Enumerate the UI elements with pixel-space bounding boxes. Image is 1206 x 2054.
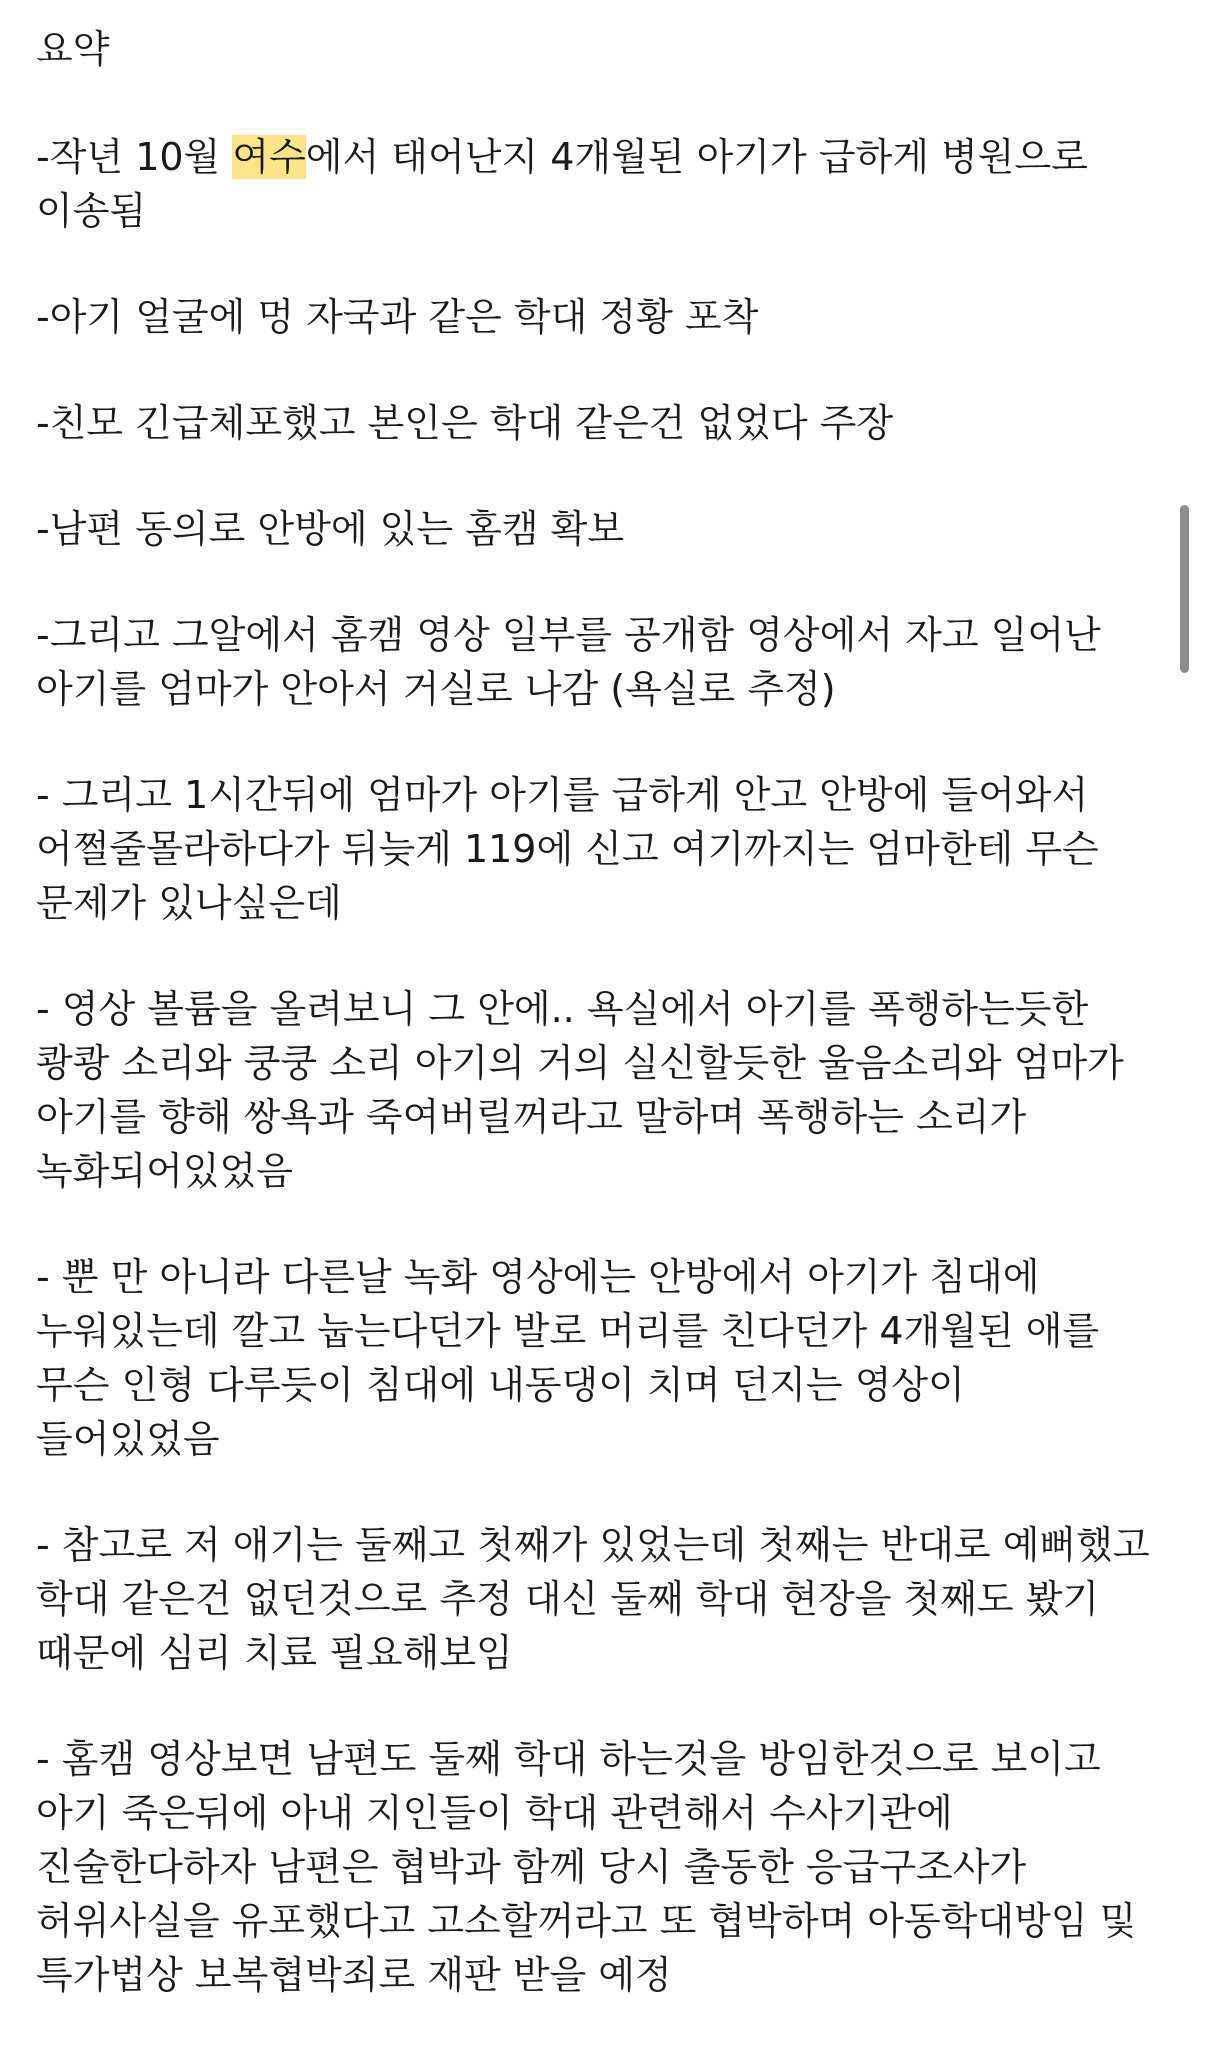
summary-item-4: -남편 동의로 안방에 있는 홈캠 확보 bbox=[36, 507, 625, 551]
summary-item-7: - 영상 볼륨을 올려보니 그 안에.. 욕실에서 아기를 폭행하는듯한 쾅쾅 소리와 쿵쿵 소리 아기의 거의 실신할듯한 울음소리와 엄마가 아기를 향해 쌍욕과 죽여버릴꺼라고 말하며 폭행하는 소리가 녹화되어있었음 bbox=[36, 987, 1124, 1193]
summary-item-8: - 뿐 만 아니라 다른날 녹화 영상에는 안방에서 아기가 침대에 누워있는데 깔고 눕는다던가 발로 머리를 친다던가 4개월된 애를 무슨 인형 다루듯이 침대에 내동댕이 치며 던지는 영상이 들어있었음 bbox=[36, 1255, 1100, 1461]
summary-item-3: -친모 긴급체포했고 본인은 학대 같은건 없었다 주장 bbox=[36, 401, 894, 445]
summary-item-10: - 홈캠 영상보면 남편도 둘째 학대 하는것을 방임한것으로 보이고 아기 죽은뒤에 아내 지인들이 학대 관련해서 수사기관에 진술한다하자 남편은 협박과 함께 당시 출동한 응급구조사가 허위사실을 유포했다고 고소할꺼라고 또 협박하며 아동학대방임 및 특가법상 보복협박죄로 재판 받을 예정 bbox=[36, 1737, 1137, 1997]
summary-item-1 bbox=[36, 130, 1156, 238]
summary-item-1-post: 에서 태어난지 4개월된 아기가 급하게 병원으로 이송됨 bbox=[36, 135, 1088, 233]
summary-item-5: -그리고 그알에서 홈캠 영상 일부를 공개함 영상에서 자고 일어난 아기를 엄마가 안아서 거실로 나감 (욕실로 추정) bbox=[36, 613, 1101, 711]
highlighted-place-name: 여수 bbox=[232, 135, 306, 179]
summary-title: 요약 bbox=[36, 27, 110, 71]
document-body bbox=[36, 22, 1156, 2054]
summary-item-1-pre: -작년 10월 bbox=[36, 135, 233, 179]
summary-item-2: -아기 얼굴에 멍 자국과 같은 학대 정황 포착 bbox=[36, 295, 759, 339]
vertical-scrollbar-thumb[interactable] bbox=[1180, 505, 1189, 673]
summary-item-9: - 참고로 저 애기는 둘째고 첫째가 있었는데 첫째는 반대로 예뻐했고 학대 같은건 없던것으로 추정 대신 둘째 학대 현장을 첫째도 봤기 때문에 심리 치료 필요해보임 bbox=[36, 1523, 1150, 1675]
summary-item-6: - 그리고 1시간뒤에 엄마가 아기를 급하게 안고 안방에 들어와서 어쩔줄몰라하다가 뒤늦게 119에 신고 여기까지는 엄마한테 무슨 문제가 있나싶은데 bbox=[36, 773, 1099, 925]
